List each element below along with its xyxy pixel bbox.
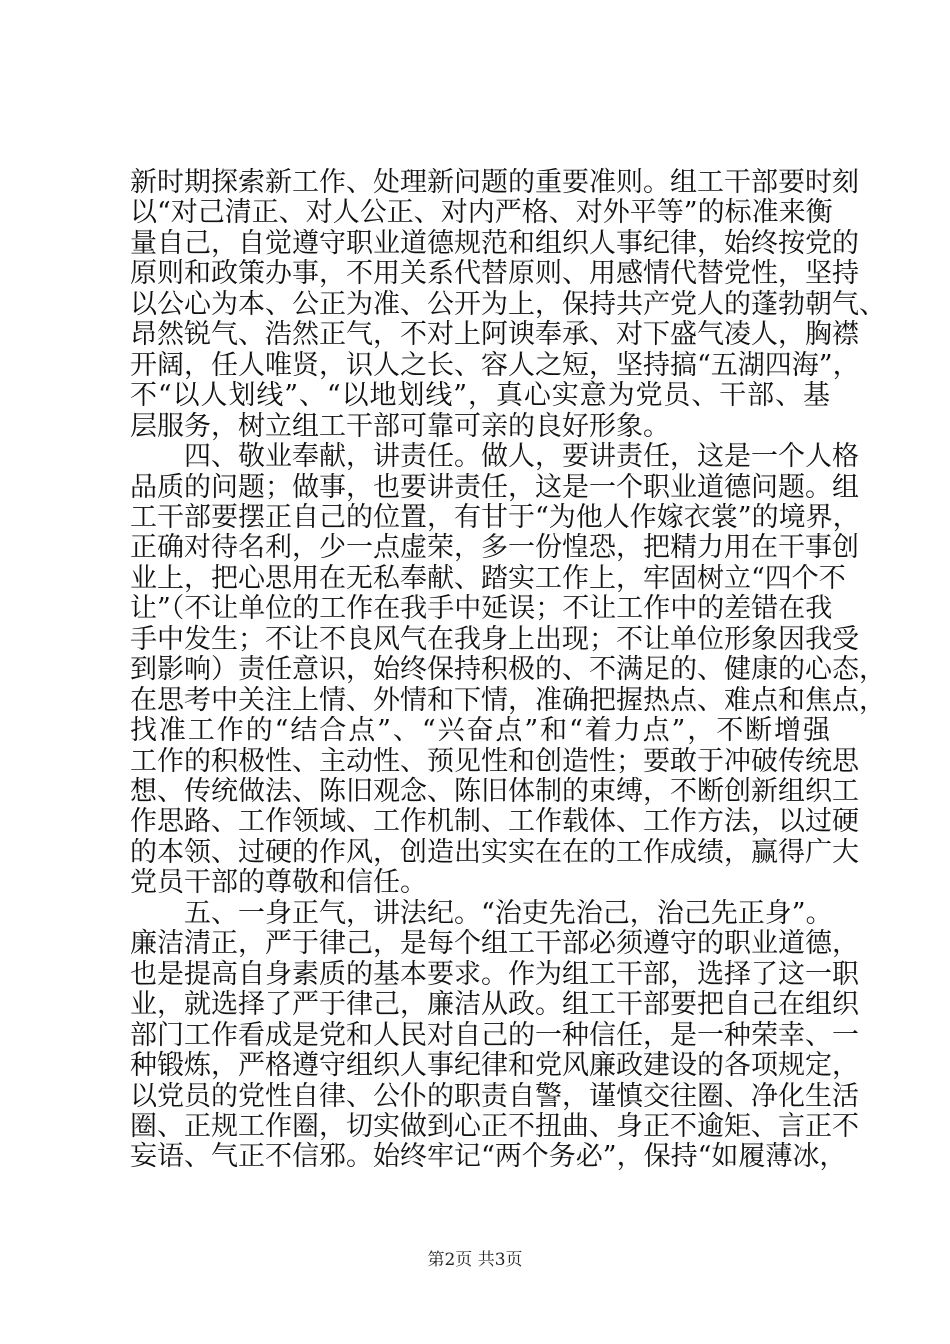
text-line: 部门工作看成是党和人民对自己的一种信任，是一种荣幸、一 xyxy=(130,1019,859,1051)
text-line: 业上，把心思用在无私奉献、踏实工作上，牢固树立“四个不 xyxy=(130,562,846,594)
text-line: 昂然锐气、浩然正气，不对上阿谀奉承、对下盛气凌人，胸襟 xyxy=(130,319,859,351)
text-line: 作思路、工作领域、工作机制、工作载体、工作方法，以过硬 xyxy=(130,806,859,838)
text-line: 不“以人划线”、“以地划线”，真心实意为党员、干部、基 xyxy=(130,380,830,412)
text-line: 品质的问题；做事，也要讲责任，这是一个职业道德问题。组 xyxy=(130,471,859,503)
text-line: 圈、正规工作圈，切实做到心正不扭曲、身正不逾矩、言正不 xyxy=(130,1110,859,1142)
text-line: 正确对待名利，少一点虚荣，多一份惶恐，把精力用在干事创 xyxy=(130,532,859,564)
text-line: 党员干部的尊敬和信任。 xyxy=(130,867,427,899)
text-line: 种锻炼，严格遵守组织人事纪律和党风廉政建设的各项规定， xyxy=(130,1050,859,1082)
text-line: 工干部要摆正自己的位置，有甘于“为他人作嫁衣裳”的境界， xyxy=(130,501,860,533)
text-line: 以“对己清正、对人公正、对内严格、对外平等”的标准来衡 xyxy=(130,197,833,229)
page-number-footer: 第2页 共3页 xyxy=(427,1250,523,1270)
text-line: 层服务，树立组工干部可靠可亲的良好形象。 xyxy=(130,410,670,442)
text-line: 找准工作的“结合点”、“兴奋点”和“着力点”，不断增强 xyxy=(130,715,830,747)
text-line: 想、传统做法、陈旧观念、陈旧体制的束缚，不断创新组织工 xyxy=(130,776,859,807)
text-line: 新时期探索新工作、处理新问题的重要准则。组工干部要时刻 xyxy=(130,167,859,198)
paragraph-start-line: 四、敬业奉献，讲责任。做人，要讲责任，这是一个人格 xyxy=(184,441,859,473)
text-line: 在思考中关注上情、外情和下情，准确把握热点、难点和焦点， xyxy=(130,684,886,716)
text-line: 原则和政策办事，不用关系代替原则、用感情代替党性，坚持 xyxy=(130,258,859,290)
text-line: 妄语、气正不信邪。始终牢记“两个务必”，保持“如履薄冰， xyxy=(130,1141,847,1173)
text-line: 业，就选择了严于律己，廉洁从政。组工干部要把自己在组织 xyxy=(130,989,859,1021)
text-line: 以党员的党性自律、公仆的职责自警，谨慎交往圈、净化生活 xyxy=(130,1080,859,1112)
text-line: 到影响）责任意识，始终保持积极的、不满足的、健康的心态， xyxy=(130,654,886,686)
text-line: 廉洁清正，严于律己，是每个组工干部必须遵守的职业道德， xyxy=(130,928,859,960)
text-line: 让”（不让单位的工作在我手中延误；不让工作中的差错在我 xyxy=(130,593,833,625)
text-line: 也是提高自身素质的基本要求。作为组工干部，选择了这一职 xyxy=(130,958,859,990)
text-line: 手中发生；不让不良风气在我身上出现；不让单位形象因我受 xyxy=(130,623,859,655)
text-line: 量自己，自觉遵守职业道德规范和组织人事纪律，始终按党的 xyxy=(130,227,859,259)
paragraph-start-line: 五、一身正气，讲法纪。“治吏先治己，治己先正身”。 xyxy=(184,897,833,929)
text-line: 工作的积极性、主动性、预见性和创造性；要敢于冲破传统思 xyxy=(130,745,859,777)
text-line: 的本领、过硬的作风，创造出实实在在的工作成绩，赢得广大 xyxy=(130,836,859,868)
text-line: 开阔，任人唯贤，识人之长、容人之短，坚持搞“五湖四海”， xyxy=(130,349,860,381)
text-line: 以公心为本、公正为准、公开为上，保持共产党人的蓬勃朝气、 xyxy=(130,288,886,320)
